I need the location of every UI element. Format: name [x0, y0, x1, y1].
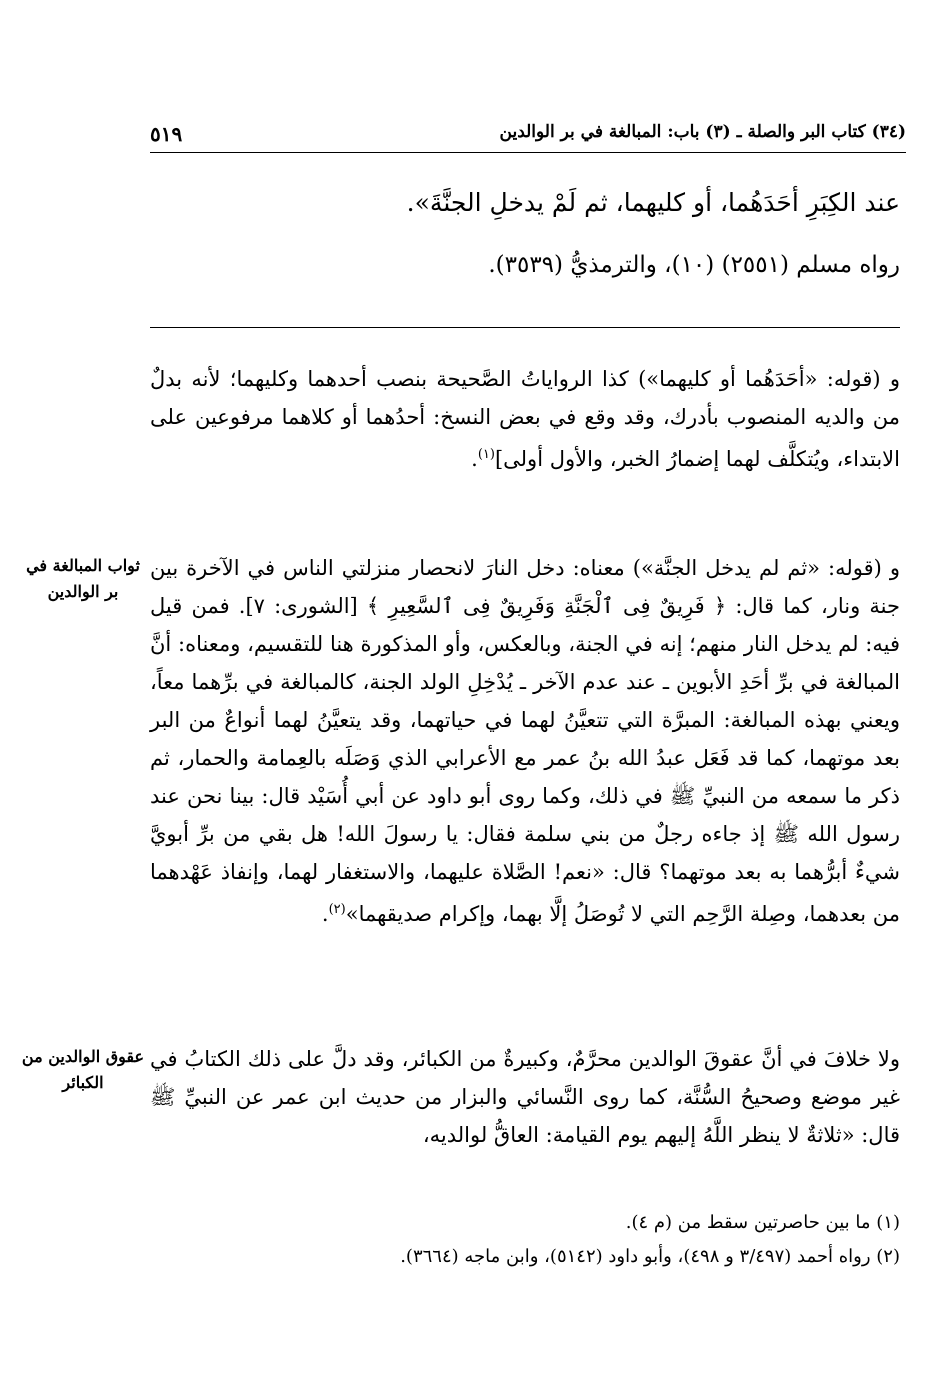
footnote-ref-2[interactable]: (٢) [328, 902, 346, 917]
hadith-reference: رواه مسلم (٢٥٥١) (١٠)، والترمذيُّ (٣٥٣٩). [488, 252, 900, 278]
commentary-paragraph-3: ولا خلافَ في أنَّ عقوقَ الوالدين محرَّمٌ، وكبيرةٌ من الكبائر، وقد دلَّ على ذلك الكتابُ في غير موضع وصحيحُ السُّنَّة، كما روى النَّسائي والبزار من حديث ابن عمر عن النبيِّ ﷺ قال: «ثلاثةٌ لا ينظر اللَّهُ إليهم يوم القيامة: العاقُّ لوالديه، [150, 1047, 900, 1147]
commentary-paragraph-1 [150, 360, 900, 478]
running-header [150, 118, 906, 153]
footnote-1: (١) ما بين حاصرتين سقط من (م ٤). [625, 1212, 900, 1233]
paragraph-2-end: . [321, 902, 329, 926]
footnote-ref-1[interactable]: (١) [477, 447, 495, 462]
section-divider [150, 327, 900, 328]
hadith-text-end: عند الكِبَرِ أحَدَهُما، أو كليهما، ثم لَمْ يدخلِ الجنَّةَ». [406, 188, 900, 217]
paragraph-1-end: . [471, 447, 478, 471]
margin-note-reward: ثواب المبالغة في بر الوالدين [26, 556, 140, 601]
margin-note-disobedience: عقوق الوالدين من الكبائر [21, 1047, 145, 1092]
commentary-paragraph-2 [150, 549, 900, 933]
page-number: ٥١٩ [150, 122, 183, 146]
paragraph-1-text: و (قوله: «أحَدَهُما أو كليهما») كذا الرواياتُ الصَّحيحة بنصب أحدهما وكليهما؛ لأنه بدلٌ من والديه المنصوب بأدرك، وقد وقع في بعض النسخ: أحدُهما أو كلاهما مرفوعين على الابتداء، ويُتكلَّف لهما إضمارُ الخبر، والأول أولى] [150, 367, 900, 471]
paragraph-2-text: و (قوله: «ثم لم يدخل الجنَّة») معناه: دخل النارَ لانحصار منزلتي الناس في الآخرة بين جنة ونار، كما قال: ﴿ فَرِيقٌ فِى ٱلْجَنَّةِ وَفَرِيقٌ فِى ٱلسَّعِيرِ ﴾ [الشورى: ٧]. فمن قيل فيه: لم يدخل النار منهم؛ إنه في الجنة، وبالعكس، وأو المذكورة هنا للتقسيم، ومعناه: أنَّ المبالغة في برِّ أحَدِ الأبوين ـ عند عدم الآخر ـ يُدْخِلِ الولد الجنة، كالمبالغة في برِّهما معاً، ويعني بهذه المبالغة: المبرَّة التي تتعيَّنُ لهما في حياتهما، وقد يتعيَّنُ لهما أنواعٌ من البر بعد موتهما، كما قد فَعَل عبدُ الله بنُ عمر مع الأعرابي الذي وَصَلَه بالعِمامة والحمار، ثم ذكر ما سمعه من النبيِّ ﷺ في ذلك، وكما روى أبو داود عن أبي أُسَيْد قال: بينا نحن عند رسول الله ﷺ إذ جاءه رجلٌ من بني سلمة فقال: يا رسولَ الله! هل بقي من برِّ أبويَّ شيءٌ أبرُّهما به بعد موتهما؟ قال: «نعم! الصَّلاة عليهما، والاستغفار لهما، وإنفاذ عَهْدهما من بعدهما، وصِلة الرَّحِم التي لا تُوصَلُ إلَّا بهما، وإكرام صديقهما» [150, 556, 900, 926]
chapter-title: (٣٤) كتاب البر والصلة ـ (٣) باب: المبالغة في بر الوالدين [499, 122, 906, 142]
footnote-2: (٢) رواه أحمد (٣/٤٩٧ و ٤٩٨)، وأبو داود (٥١٤٢)، وابن ماجه (٣٦٦٤). [400, 1246, 900, 1267]
